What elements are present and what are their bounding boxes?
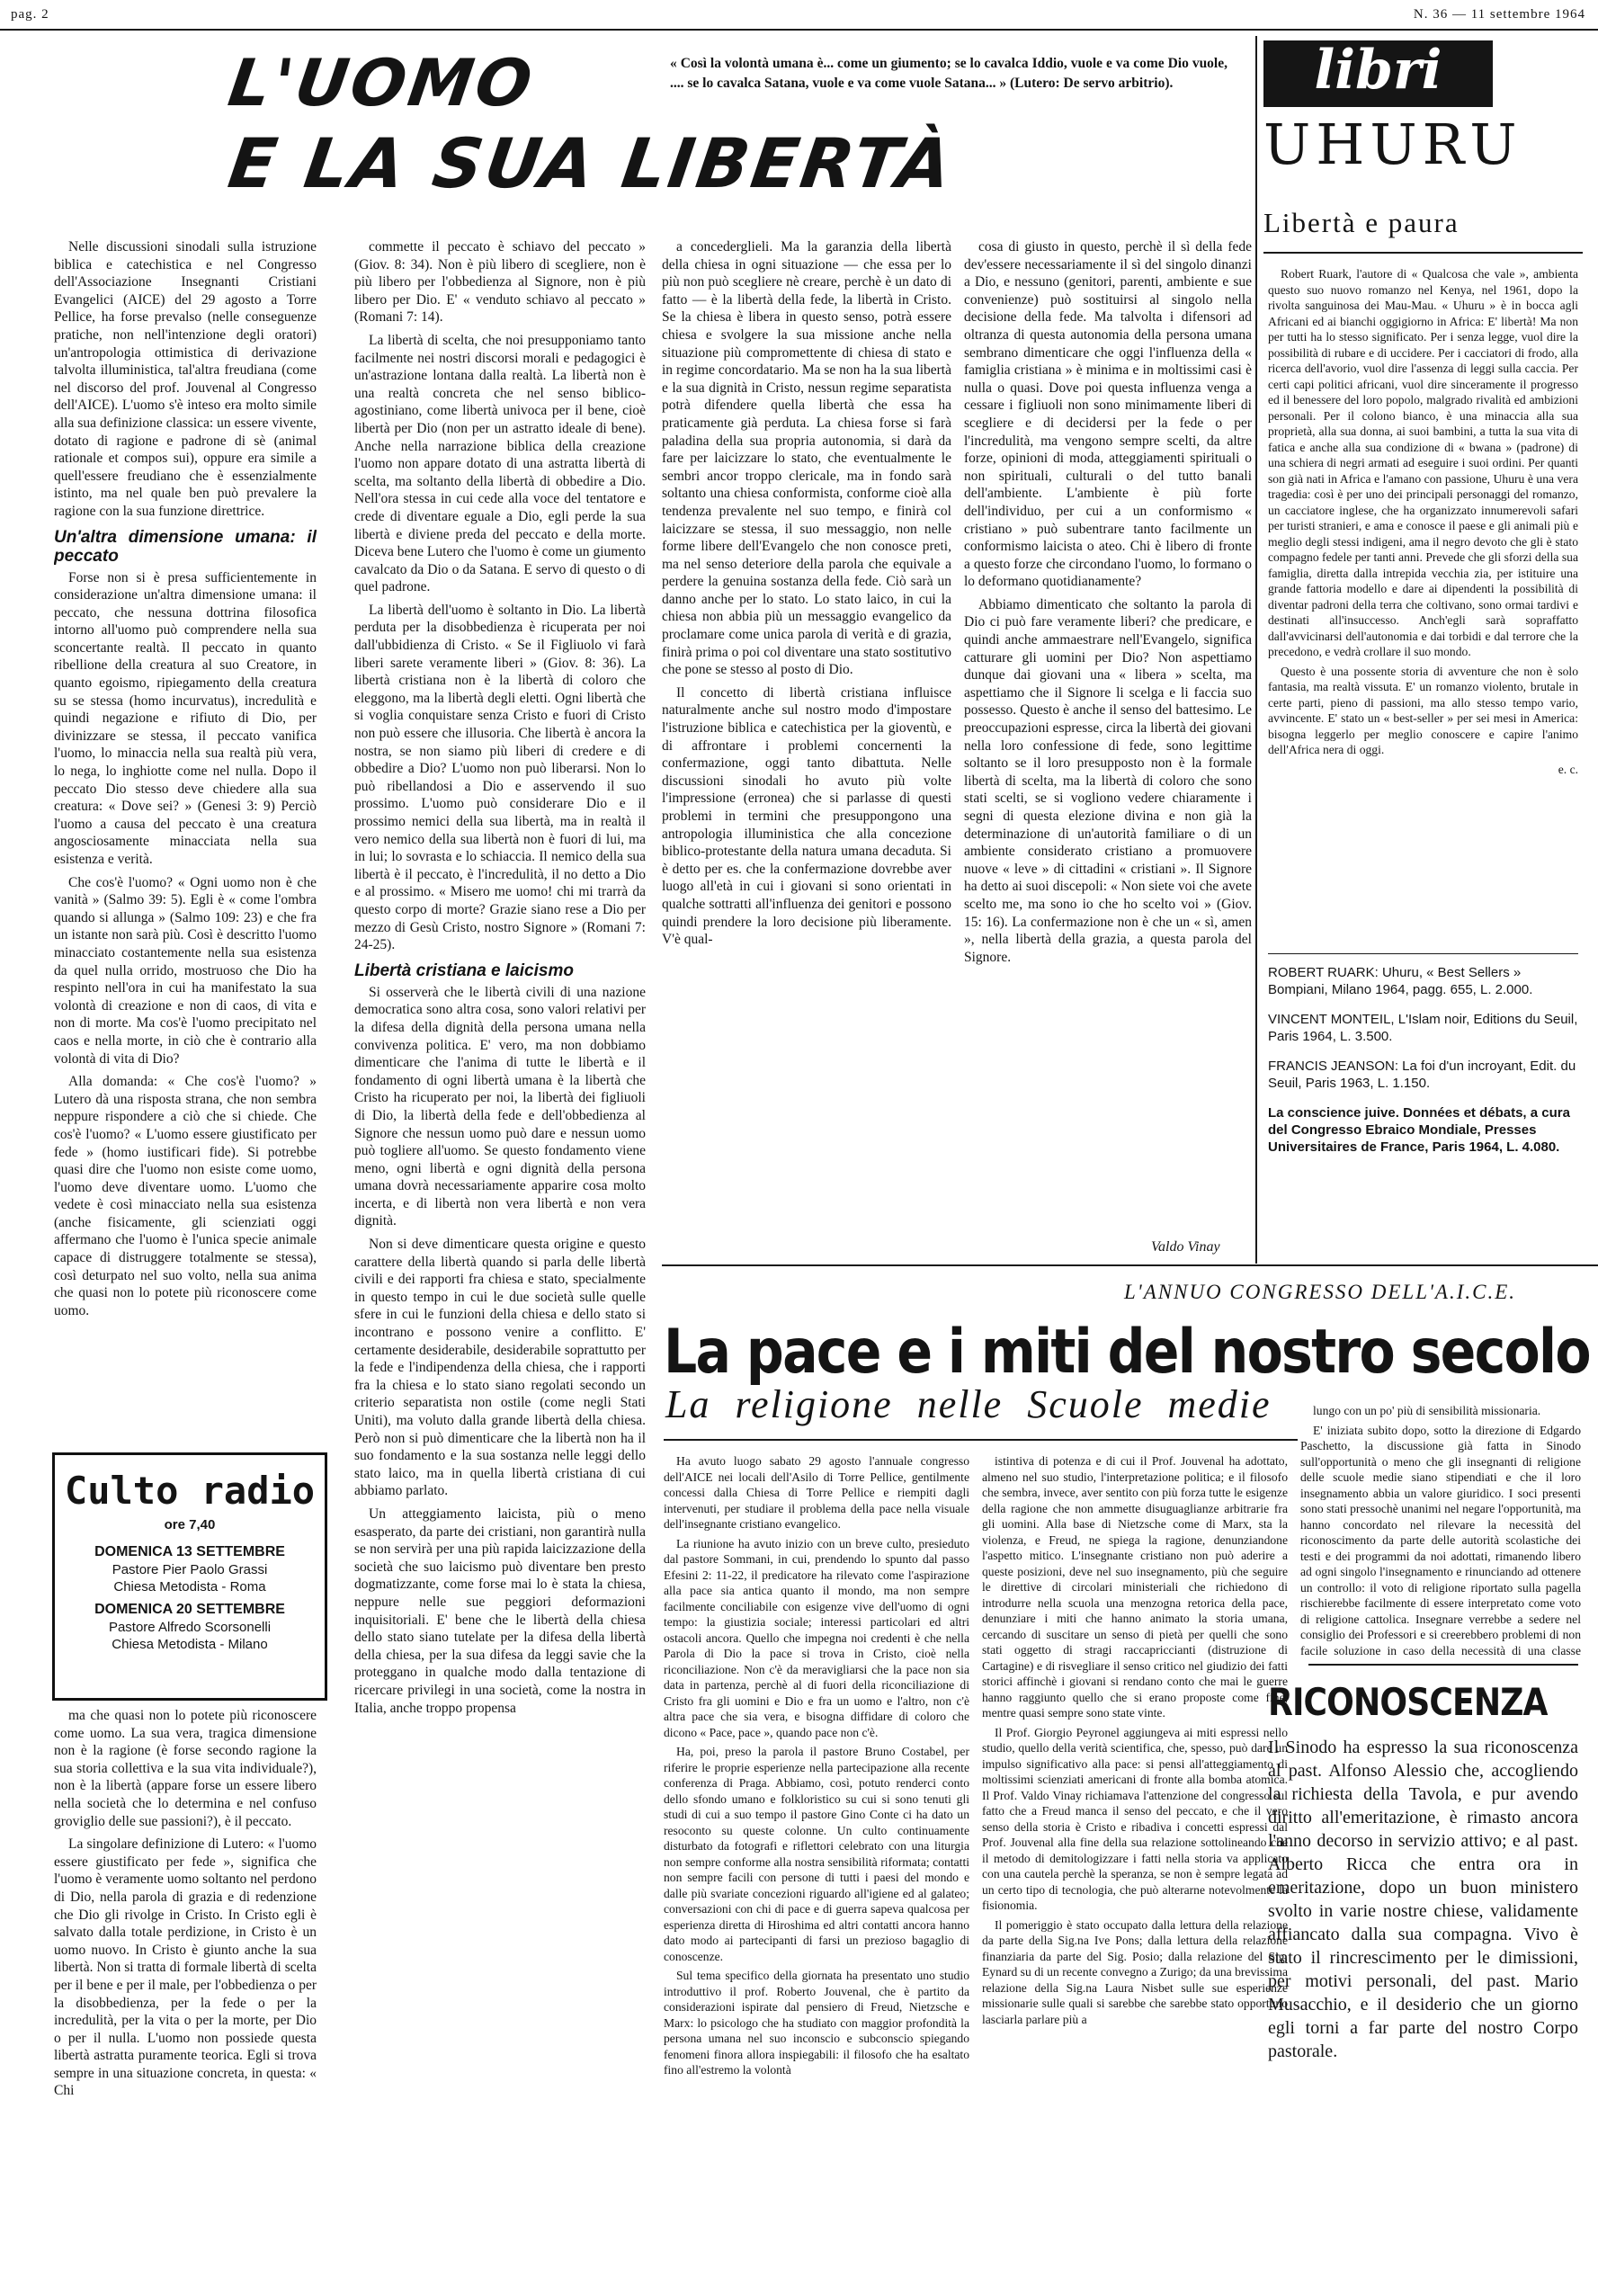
libri-review: [1268, 266, 1578, 945]
paragraph: Sul tema specifico della giornata ha presentato uno studio introduttivo il prof. Roberto Jouvenal, che è partito da considerazioni ispirate dal pensiero di Freud, Nietzsche e Marx: lo psicologo che ha studiato con maggior profondità la persona umana nel suo inconscio e subconscio spiegando fenomeni finora allora inspiegabili: il filosofo che ha esaltato fino all'estremo la volontà: [664, 1969, 969, 2077]
paragraph: lungo con un po' più di sensibilità missionaria.: [1313, 1404, 1541, 1417]
paragraph: E' iniziata subito dopo, sotto la direzione di Edgardo Paschetto, la discussione già fatta in Sinodo sull'opportunità o meno che gli insegnanti di religione delle scuole medie siano stipendiati e che il loro insegnamento abbia un valore giuridico. I soci presenti sono stati pressochè unanimi nel negare l'opportunità, ma hanno concordato nel rilevare la necessità del riconoscimento da parte delle autorità scolastiche dei testi e dei programmi da noi adottati, rimanendo libero ad ogni singolo l'insegnamento e rinunciando ad ottenere un controllo: il voto di religione riportato sulla pagella rischierebbe facilmente di essere interpretato come voto di religione cattolica. Insegnare verrebbe a sedere nel consiglio dei Professori e si creerebbero problemi di non facile soluzione in caso della necessità di una classe: [1300, 1423, 1581, 1657]
paragraph: Alla domanda: « Che cos'è l'uomo? » Lutero dà una risposta strana, che non sembra neppure rispondere a ciò che si chiede. Che cos'è l'uomo? « L'uomo essere giustificato per fede » (homo iustificari fide). Si potrebbe quasi dire che l'uomo non esiste come uomo, l'uomo deve diventare uomo. L'uomo che vedete è così minacciato nella sua esistenza (anche fisicamente, gli scienziati oggi affermano che l'uomo è l'unica specie animale capace di distruggere totalmente se stessa), così deturpato nel suo volto, nella sua anima che quasi non lo potete più riconoscere come uomo.: [54, 1074, 317, 1318]
book-entry: La conscience juive. Données et débats, a cura del Congresso Ebraico Mondiale, Presses Universitaires de France, Paris 1964, L. 4.080.: [1268, 1105, 1570, 1155]
congress-column-2: [982, 1453, 1288, 2276]
culto-radio-church-1: Chiesa Metodista - Roma: [113, 1579, 266, 1595]
paragraph: Robert Ruark, l'autore di « Qualcosa che vale », ambienta questo suo nuovo romanzo nel Kenya, nel 1961, dopo la rivolta sanguinosa dei Mau-Mau. « Uhuru » è in bocca agli Africani ed ai bianchi oggigiorno in Africa: E' libertà! Ma non per tutti ha lo stesso significato. Per i senza legge, vuol dire la possibilità di rubare e di uccidere. Per i cacciatori di frodo, alla ricerca dell'avorio, vuol dire l'assenza di leggi sulla caccia. Per certi capi politici africani, vuol dire sinceramente il progresso ed il benessere del loro popolo, malgrado rivalità ed ambizioni personali. Per il colono bianco, è una minaccia alla sua proprietà, alla sua donna, ai suoi bambini, a tutta la sua vita di fatica e anche alla sua condizione di « bwana » (padrone) di una schiera di negri armati ad eseguire i suoi ordini. Per quanti son già nati in Africa e l'amano con passione, Uhuru è una vera tragedia: così è per uno dei principali personaggi del romanzo, un cacciatore inglese, che ha organizzato innumerevoli safari per turisti stranieri, e ama e conosce il paese e gli animali più e meglio degli stessi indigeni, ama il negro devoto che gli è stato compagno fedele per tanti anni. Prevede che gli sforzi della sua famiglia, diretta dalla intrepida vecchia zia, per istituire una grande fattoria modello e dare ai dipendenti la possibilità di diventar padroni della terra che coltivano, sono ormai tardivi e destinati all'insuccesso. Anch'egli sarà sopraffatto dall'avvicinarsi dell'autonomia e dai torbidi e dal terrore che la precedono, e vedrà crollare il suo mondo.: [1268, 267, 1578, 658]
article-author: Valdo Vinay: [1151, 1239, 1220, 1255]
box-rule: [1308, 1664, 1578, 1666]
congress-column-3: [1300, 1403, 1581, 1659]
culto-radio-sunday-2: DOMENICA 20 SETTEMBRE: [94, 1602, 285, 1617]
paragraph: La libertà dell'uomo è soltanto in Dio. La libertà perduta per la disobbedienza è ricuperata per noi dall'ubbidienza di Cristo. « Se il Figliuolo vi farà liberi sarete veramente liberi » (Giov. 8: 36). La libertà cristiana non è la libertà di coloro che eleggono, ma la libertà degli eletti. Ogni libertà che si voglia conquistare senza Cristo e fuori di Cristo non può essere che illusoria. Che libertà è ancora la nostra, se non siamo più liberi di credere e di obbedire a Dio? L'uomo non può liberarsi. Non lo può ribellandosi a Dio e asservendo il suo prossimo. L'uomo può considerare Dio e il prossimo nemici della sua libertà, ma in realtà il vero nemico della sua libertà non è fuori di lui, ma in lui; lo sovrasta e lo schiaccia. Il nemico della sua libertà è il peccato, è l'incredulità, il no detto a Dio e al prossimo. « Misero me uomo! chi mi trarrà da questo corpo di morte? Grazie siano rese a Dio per mezzo di Gesù Cristo, nostro Signore » (Romani 7: 24-25).: [354, 602, 646, 953]
column-rule: [1255, 36, 1257, 1264]
paragraph: Nelle discussioni sinodali sulla istruzione biblica e catechistica e nel Congresso dell'Associazione Insegnanti Cristiani Evangelici (AICE) del 29 agosto a Torre Pellice, ha forse prevalso (nelle conseguenze pratiche, non nell'intenzione degli oratori) un'antropologia ottimistica di derivazione talvolta illuministica, tal'altra freudiana (come nel discorso del prof. Jouvenal al Congresso dell'AICE). L'uomo s'è inteso era molto simile alla sua definizione classica: un essere vivente, dotato di ragione e padrone di sè (animal rationale et compos sui), oppure era simile a quell'essere freudiano che è essenzialmente istinto, ma nel quale ben può prevalere la ragione con la sua funzione direttrice.: [54, 239, 317, 519]
libri-heading: libri: [1263, 40, 1493, 107]
paragraph: Il Prof. Giorgio Peyronel aggiungeva ai miti espressi nello studio, quello della verità scientifica, che, spesso, può dare un impulso significativo alla pace: si pensi all'atteggiamento di moltissimi scienziati americani di fronte alla bomba atomica. Il Prof. Valdo Vinay richiamava l'attenzione del congresso sul fatto che a Freud manca il senso del peccato, e che il vero senso della storia è Cristo e ribadiva i concetti espressi dal Prof. Jouvenal alla fine della sua relazione sottolineando che il metodo di demitologizzare i fatti nella storia va applicato con una cautela perchè la speranza, se non è sempre legata ad un certo tipo di tecnologia, che può alterarne notevolmente la fisionomia.: [982, 1725, 1288, 1912]
paragraph: La libertà di scelta, che noi presupponiamo tanto facilmente nei nostri discorsi morali e pedagogici è un'astrazione lontana dalla realtà. La libertà non è una realtà concreta che nel senso biblico-agostiniano, come libertà univoca per il bene, cioè libertà per Dio (non per un astratto ideale di bene). Anche nella narrazione biblica della creazione l'uomo non appare dotato di una astratta libertà di scelta, ma soltanto della libertà di obbedire a Dio. Nell'ora stessa in cui cede alla voce del tentatore e crede di diventare eguale a Dio, egli perde la sua libertà e diviene preda del peccato e della morte. Diceva bene Lutero che l'uomo è come un giumento cavalcato da Dio o da Satana. E servo di questo o di quel padrone.: [354, 332, 646, 595]
congress-column-1: [664, 1453, 969, 2276]
article-column-4: [964, 238, 1252, 1238]
culto-radio-time: ore 7,40: [164, 1517, 216, 1532]
paragraph: commette il peccato è schiavo del peccato » (Giov. 8: 34). Non è più libero di scegliere, non è più libero per l'obbedienza al Signore, non è più libero per Dio. E' « venduto schiavo al peccato » (Romani 7: 14).: [354, 239, 646, 326]
paragraph: Il concetto di libertà cristiana influisce naturalmente anche sul nostro modo d'impostare l'istruzione biblica e catechistica per la gioventù, e di affrontare i problemi concernenti la confermazione, oggi tanto dibattuta. Nelle discussioni sinodali ho avuto più volte l'impressione (erronea) che si parlasse di questi problemi in termini che presuppongono una antropologia illuministica che alla concezione biblico-protestante della natura umana decaduta. Si è detto per es. che la confermazione dovrebbe aver luogo all'età in cui i giovani si sono orientati in qualche sottratti all'influenza dei genitori e possono quindi prendere la loro decisione più liberamente. V'è qual-: [662, 684, 951, 948]
congress-rule: [664, 1439, 1298, 1441]
paragraph: Ha, poi, preso la parola il pastore Bruno Costabel, per riferire le proprie esperienze nella partecipazione alla recente conferenza di Praga. Abbiamo, così, potuto renderci conto dello sfondo umano e folkloristico su cui si sono tenuti gli studi di cui a suo tempo il pastore Gino Conte ci ha dato un resoconto su queste colonne. Un culto continuamente disturbato da fotografi e riflettori celebrato con una liturgia non sempre conforme alla nostra sensibilità riformata; contatti non sempre facili con persone di tutti i paesi del mondo e dalle più svariate concezioni riguardo all'igiene ed al galateo; conversazioni con chi di pace e di guerra sapeva qualcosa per esperienza diretta di Hiroshima ed altri contatti ancora hanno dato modo ai partecipanti di farsi un prezioso bagaglio di conoscenze.: [664, 1745, 969, 1963]
culto-radio-church-2: Chiesa Metodista - Milano: [112, 1637, 268, 1652]
book-entry: VINCENT MONTEIL, L'Islam noir, Editions du Seuil, Paris 1964, L. 3.500.: [1268, 1012, 1578, 1044]
section-rule: [662, 1264, 1598, 1266]
culto-radio-title: Culto radio: [64, 1469, 316, 1513]
paragraph: La singolare definizione di Lutero: « l'uomo essere giustificato per fede », significa che l'uomo è veramente uomo soltanto nel perdono di Dio, nella parola di grazia e di redenzione che Dio gli rivolge in Cristo. In Cristo egli è salvato dalla totale perdizione, in Cristo è un uomo nuovo. In Cristo è giunto anche la sua libertà. Non si tratta di formale libertà di scelta per il bene e per il male, per l'obbedienza o per la disobbedienza, per la fede o per la incredulità, per la vita o per la morte, per Dio o per il nulla. L'uomo non possiede questa libertà astratta puramente teorica. Egli si trova sempre in una situazione concreta, in questa: « Chi: [54, 1836, 317, 2099]
book-entry: FRANCIS JEANSON: La foi d'un incroyant, Edit. du Seuil, Paris 1963, L. 1.150.: [1268, 1059, 1576, 1091]
article-column-3: [662, 238, 951, 1262]
article-column-1-bottom: [54, 1707, 317, 2274]
paragraph: Abbiamo dimenticato che soltanto la parola di Dio ci può fare veramente liberi? che predicare, e quindi anche ammaestrare nell'Evangelo, significa catturare gli uomini per Dio? Non aspettiamo dunque dai giovani una « libera » scelta, ma aspettiamo che il Signore li scelga e li faccia suo possesso. Questo è anche il senso del battesimo. Le preoccupazioni espresse, circa la libertà dei giovani nella loro confessione di fede, sono legittime soltanto se il loro presupposto non è la formale libertà di scelta, ma la libertà di coloro che sono stati scelti, se si vogliono vedere chiaramente i segni di questa elezione divina e non già la determinazione di un'autorità familiare o di un ambiente considerato cristiano a promuovere nuove « leve » di cittadini « cristiani ». Il Signore ha detto ai suoi discepoli: « Non siete voi che avete scelto me, ma sono io che ho scelto voi » (Giov. 15: 16). La confermazione non è che un « sì, amen », nella libertà della grazia, a questa parola del Signore.: [964, 596, 1252, 965]
culto-radio-sunday-1: DOMENICA 13 SETTEMBRE: [94, 1544, 285, 1559]
culto-radio-pastor-2: Pastore Alfredo Scorsonelli: [108, 1620, 272, 1635]
paragraph: Non si deve dimenticare questa origine e questo carattere della libertà quando si parla delle libertà civili e dei rapporti fra chiesa e stato, specialmente in questo tempo in cui le due società sulle quelle sfere in cui le funzioni della chiesa e dello stato si incontrano e possono venire a conflitto. E' certamente desiderabile, desiderabile soprattutto per la fede e l'indipendenza della chiesa, che i rapporti fra la chiesa e lo stato siano regolati secondo un criterio separatista non ostile (come negli Stati Uniti), ma voluto dalla grande libertà della chiesa. Però non si può dimenticare che la libertà non ha il suo fondamento e la sua sostanza nelle leggi dello stato laico, ma in quella libertà cristiana di cui abbiamo parlato.: [354, 1237, 646, 1499]
page-label: pag. 2: [11, 7, 49, 22]
paragraph: istintiva di potenza e di cui il Prof. Jouvenal ha adottato, almeno nel suo studio, l'interpretazione politica; e il filosofo che sembra, invece, aver sentito con più forza tutte le esigenze della ragione che non ammette disuguaglianze arbitrarie fra gli uomini. Alla base di Nietzsche come di Marx, sta la violenza, e Freud, ne spiega la ragione, denunziandone l'aspetto mitico. L'insegnante cristiano non può aderire a queste posizioni, deve nel suo insegnamento, più che seguire le direttive di circolari ministeriali che richiedono di introdurre nella scuola una menzogna retorica della pace, denunziare i miti che hanno animato la storia umana, cercando di suscitare un senso di pietà per quelli che sono stati oggetto di stragi raccapriccianti (distruzione di Cartagine) e di risvegliare il senso critico nel giudizio dei fatti storici affinchè i giovani si rendano conto che mai le guerre hanno raggiunto quello che si erano proposte come fine, mentre quasi sempre sono state vinte.: [982, 1454, 1288, 1720]
riconoscenza-title: RICONOSCENZA: [1268, 1680, 1548, 1724]
libri-subtitle: Libertà e paura: [1263, 207, 1460, 238]
libri-title: UHURU: [1263, 112, 1522, 177]
paragraph: Il pomeriggio è stato occupato dalla lettura della relazione da parte della Sig.na Ive Pons; dalla lettura della relazione finanziaria da parte del Sig. Posio; dalla relazione del Sig. Eynard su di un recente convegno a Zurigo; da una brevissima relazione della Sig.na Laura Nisbet sulle sue esperienze missionarie sulle quali si sarebbe che sarebbe stato opportuno lasciarla parlare più a: [982, 1917, 1288, 2026]
header-rule: [0, 29, 1598, 31]
article-column-2: [354, 238, 646, 2275]
paragraph: Un atteggiamento laicista, più o meno esasperato, da parte dei cristiani, non garantirà nulla se non servirà per una più rapida laicizzazione della società che suo laicismo può diventare ben presto dogmatizzante, come forse mai lo è stata la chiesa, neppure nelle sue peggiori deformazioni inquisitoriali. E' bene che le libertà della chiesa dello stato siano tutelate per la difesa della libertà della chiesa, per la sua difesa da leggi savie che la proteggano in qualche modo dalla tentazione di ricercare privilegi in una società, come la nostra in Italia, anche troppo propensa: [354, 1505, 646, 1716]
libri-rule: [1268, 953, 1578, 954]
congress-kicker: L'ANNUO CONGRESSO DELL'A.I.C.E.: [1124, 1281, 1517, 1303]
subheading: Un'altra dimensione umana: il peccato: [54, 527, 317, 566]
paragraph: Questo è una possente storia di avventure che non è solo fantasia, ma realtà vissuta. E' un romanzo violento, brutale in certe parti, pieno di passioni, ma allo stesso tempo vario, avvincente. E' stato un « best-seller » per sei mesi in America: bisogna leggerlo per meglio conoscere e capire l'animo dell'Africa nera di oggi.: [1268, 664, 1578, 756]
book-list: [1268, 964, 1578, 1168]
article-column-1-top: [54, 238, 317, 1434]
congress-subhead: La religione nelle Scuole medie: [665, 1382, 1272, 1426]
review-signature: e. c.: [1558, 762, 1578, 776]
congress-headline: La pace e i miti del nostro secolo: [664, 1317, 1590, 1388]
culto-radio-box: [52, 1452, 327, 1701]
paragraph: Si osserverà che le libertà civili di una nazione democratica sono altra cosa, sono valori relativi per la difesa della dignità della persona umana nella convivenza politica. E' vero, ma non dobbiamo dimenticare che l'anima di tutte le libertà e il fondamento di ogni libertà umana è la libertà che Cristo ha ricuperato per noi, la libertà dei figliuoli di Dio, la libertà della fede e dell'obbedienza al Signore che nessun uomo può dare e nessun uomo può togliere all'uomo. Se questo fondamento viene meno, ogni libertà e ogni dignità della persona umana dovrà necessariamente apparire cosa molto incerta, e di libertà non vera libertà e non vera dignità.: [354, 984, 646, 1229]
article-title-line2: E LA SUA LIBERTÀ: [223, 123, 960, 203]
paragraph: Ha avuto luogo sabato 29 agosto l'annuale congresso dell'AICE nei locali dell'Asilo di Torre Pellice, gentilmente concessi dalla Chiesa di Torre Pellice e riempiti dagli intervenuti, per studiare il problema della pace nella visuale dell'insegnante cristiano evangelico.: [664, 1454, 969, 1531]
culto-radio-pastor-1: Pastore Pier Paolo Grassi: [112, 1562, 268, 1577]
riconoscenza-body: Il Sinodo ha espresso la sua riconoscenza al past. Alfonso Alessio che, accogliendo la richiesta della Tavola, e pur avendo diritto all'emeritazione, è rimasto ancora l'anno decorso in servizio attivo; e al past. Alberto Ricca che entra ora in emeritazione, dopo un buon ministero svolto in varie nostre chiese, validamente affiancato dalla sua compagna. Vivo è stato il rincrescimento per le dimissioni, per motivi personali, del past. Mario Musacchio, e il desiderio che un giorno egli torni a far parte del nostro Corpo pastorale.: [1268, 1738, 1578, 2061]
paragraph: Che cos'è l'uomo? « Ogni uomo non è che vanità » (Salmo 39: 5). Egli è « come l'ombra quando si allunga » (Salmo 109: 23) e che fra un istante non sarà più. Così è descritto l'uomo minacciato costantemente nella sua esistenza da quel nulla orrido, mostruoso che Dio ha respinto nell'ora in cui ha manifestato la sua volontà di creazione e non di caos, di vita e non di morte. Ma cos'è l'uomo precipitato nel caos e nella morte, in ciò che è contrario alla volontà di vita di Dio?: [54, 874, 317, 1067]
paragraph: Forse non si è presa sufficientemente in considerazione un'altra dimensione umana: il peccato, che nessuna dottrina filosofica intorno all'uomo può comprendere nella sua sconcertante realtà. Il peccato in quanto ribellione della creatura al suo Creatore, in quanto egoismo, ripiegamento della creatura su se stessa (homo incurvatus), incredulità e quindi negazione e rifiuto di Dio, per divinizzare se stessa, il peccato vanifica l'uomo, lo minaccia nella sua realtà più vera, lo nega, lo inghiotte come nel nulla. Dopo il peccato Dio stesso deve chiedere alla sua creatura: « Dove sei? » (Genesi 3: 9) Perciò l'uomo a causa del peccato è una creatura angosciosamente minacciata nella sua esistenza e verità.: [54, 569, 317, 867]
article-epigraph: « Così la volontà umana è... come un giumento; se lo cavalca Iddio, vuole e va come Dio vuole, .... se lo cavalca Satana, vuole e va come vuole Satana... » (Lutero: De servo arbitrio).: [670, 56, 1228, 91]
book-entry: ROBERT RUARK: Uhuru, « Best Sellers » Bompiani, Milano 1964, pagg. 655, L. 2.000.: [1268, 965, 1533, 997]
paragraph: cosa di giusto in questo, perchè il sì della fede dev'essere necessariamente il sì del singolo dinanzi a Dio, e nessuno (genitori, parenti, ambiente e sue convenienze) può sostituirsi al singolo nella decisione della fede. Ma talvolta i difensori ad oltranza di questa autonomia della persona umana sembrano dimenticare che oggi l'influenza della « famiglia cristiana » è minima e in moltissimi casi è nulla o quasi. Dove poi questa influenza venga a cessare i figliuoli non sono minimamente liberi di scegliere e di decidersi per la fede o per l'incredulità, ma vengono sempre scelti, da altre forze, opinioni di moda, atteggiamenti spirituali o non spirituali, culturali o del tutto banali dell'ambiente. L'ambiente è più forte dell'individuo, per cui a un conformismo « cristiano » può subentrare tanto facilmente un conformismo laicista o ateo. Chi è libero di fronte a questo forze che circondano l'uomo, lo formano o lo deformano quotidianamente?: [964, 239, 1252, 590]
libri-rule: [1263, 252, 1583, 254]
subheading: Libertà cristiana e laicismo: [354, 960, 574, 980]
issue-date: N. 36 — 11 settembre 1964: [1413, 7, 1585, 22]
article-title-line1: L'UOMO: [224, 45, 540, 121]
paragraph: a concederglieli. Ma la garanzia della libertà della chiesa in ogni situazione — che essa per lo più non può scegliere nè creare, perchè è un dato di fatto — è la libertà della fede, la libertà in Cristo. Se la chiesa è libera in questo senso, potrà essere chiesa e svolgere la sua missione anche nella situazione più compromettente di chiesa di stato e in regime concordatario. Ma se non ha la sua libertà e la sua dignità in Cristo, nessun regime separatista potrà difendere quella libertà che essa ha praticamente già perduta. La chiesa forse si farà paladina della sua propria autonomia, si darà da fare per laicizzare lo stato, che eventualmente le sembri ancor troppo clericale, ma in fondo sarà soltanto una chiesa conformista, conforme cioè alla tendenza prevalente nel suo tempo, e finirà col laicizzare se stessa, il suo messaggio, non nelle forme libere dell'Evangelo che non conosce preti, ma nel senso deteriore della parola che equivale a perdere la genuina sostanza della fede. Ciò sarà un danno anche per lo stato. Lo stato laico, in cui la chiesa non abbia più un messaggio evangelico da proclamare come unica parola di verità e di grazia, finirà prima o poi col diventare una stato sostitutivo che pone se stesso al posto di Dio.: [662, 239, 951, 678]
paragraph: ma che quasi non lo potete più riconoscere come uomo. La sua vera, tragica dimensione non è la ragione (è forse secondo ragione la sua storia collettiva e la sua vita individuale?), non è la libertà (appare forse un essere libero nella società che lo determina e nel confuso groviglio delle sue passioni?), è il peccato.: [54, 1708, 317, 1829]
paragraph: La riunione ha avuto inizio con un breve culto, presieduto dal pastore Sommani, in cui, prendendo lo spunto dal passo Efesini 2: 11-22, il predicatore ha rilevato come l'aspirazione alla pace sia antica quanto il mondo, ma non sempre facilmente conciliabile con esigenze vive dell'uomo di ogni tempo: la giustizia sociale; interessi particolari ed altri ostacoli ancora. Quello che impegna noi credenti è che nella Parola di Dio la pace si trova in Cristo, cioè nella riconciliazione. Non c'è da meravigliarsi che la pace non sia data in partenza, perchè al di fuori della riconciliazione di Cristo fra gli uomini e Dio e fra un uomo e l'altro, non c'è altra pace che sia vera, e bisogna diffidare di coloro che dicono « Pace, pace », quando pace non c'è.: [664, 1536, 969, 1739]
